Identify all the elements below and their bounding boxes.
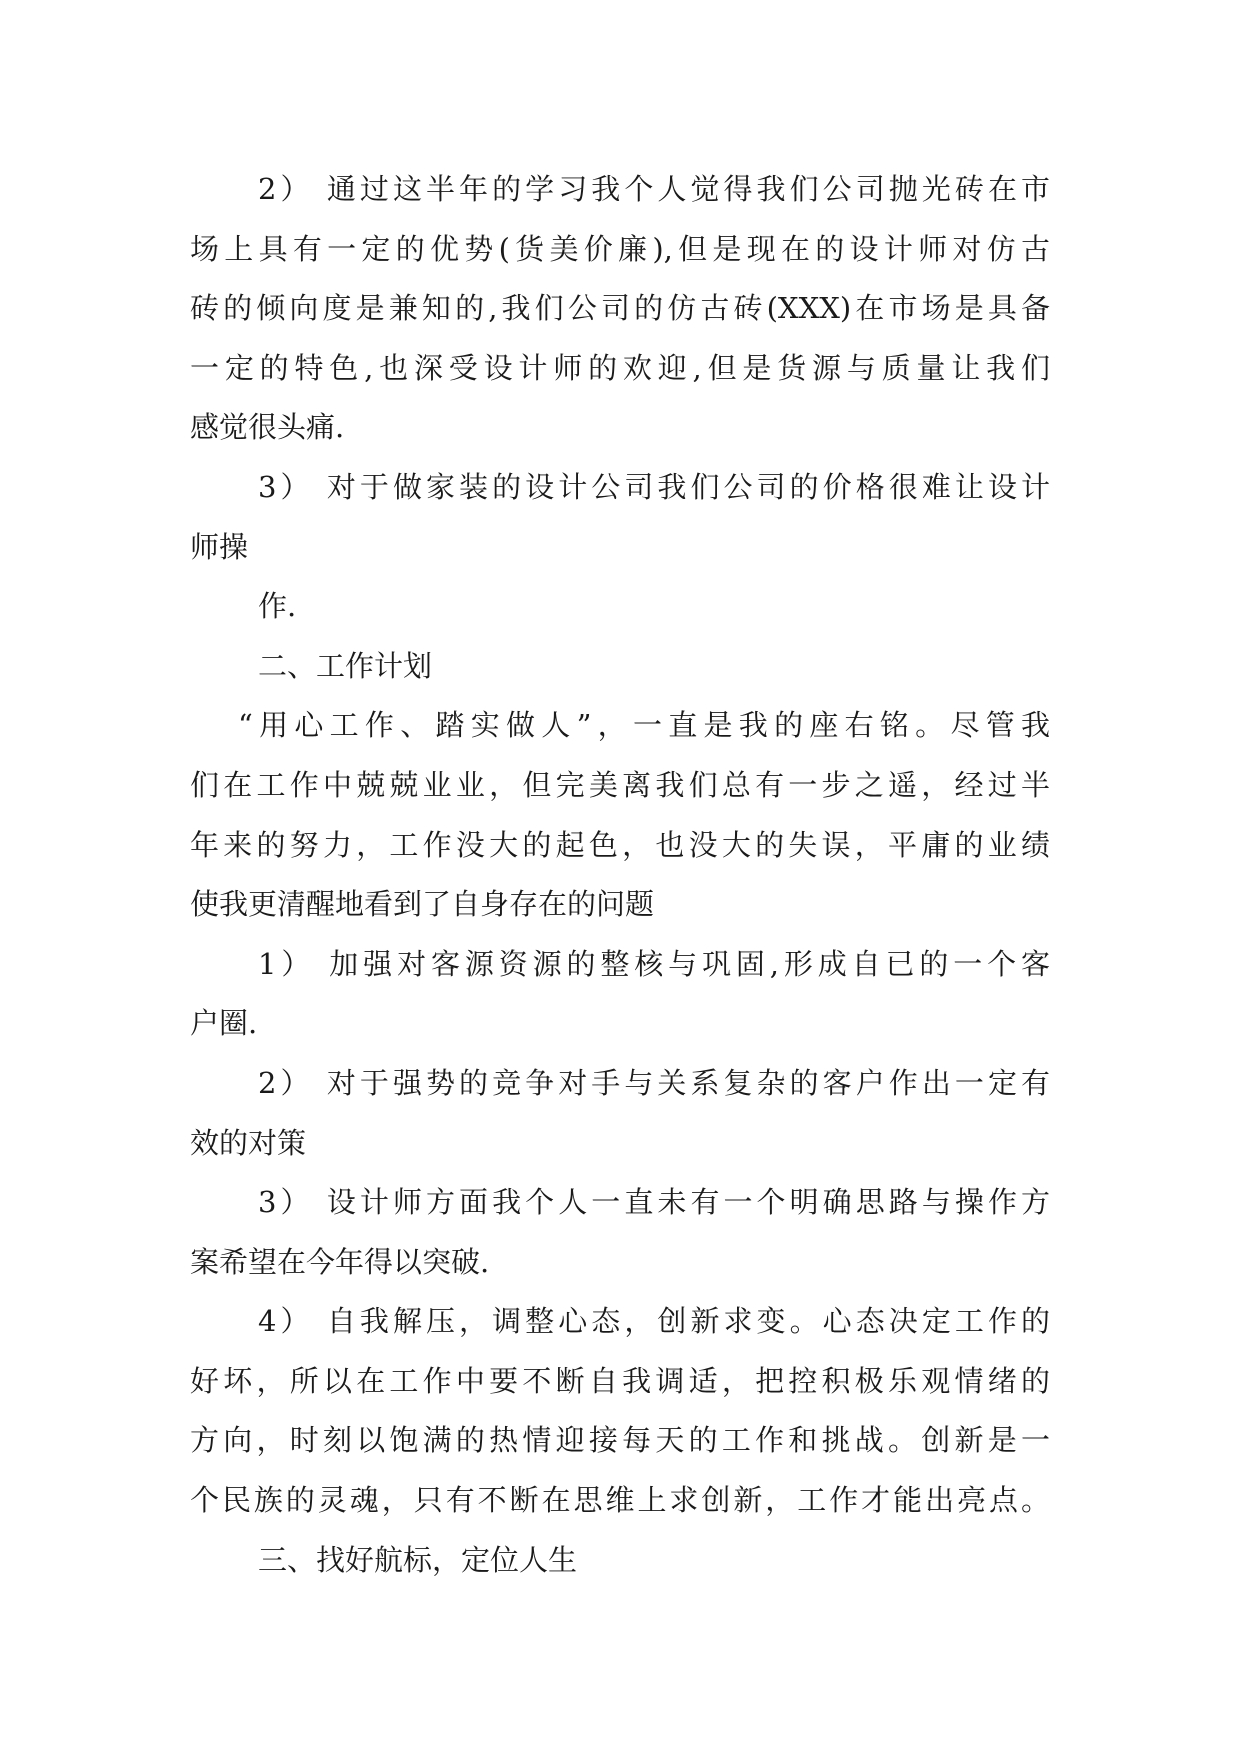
paragraph-line: 作. xyxy=(258,589,297,624)
paragraph-line: 好坏，所以在工作中要不断自我调适，把控积极乐观情绪的 xyxy=(190,1363,1050,1398)
document-body xyxy=(190,160,1050,1590)
paragraph-line: 使我更清醒地看到了自身存在的问题 xyxy=(190,887,655,922)
paragraph-line: 感觉很头痛. xyxy=(190,410,345,445)
paragraph-line: 个民族的灵魂，只有不断在思维上求创新，工作才能出亮点。 xyxy=(190,1483,1050,1518)
paragraph-line: 1） 加强对客源资源的整核与巩固,形成自已的一个客 xyxy=(258,946,1050,981)
paragraph-line: 年来的努力，工作没大的起色，也没大的失误，平庸的业绩 xyxy=(190,827,1050,862)
paragraph-line: 效的对策 xyxy=(190,1125,307,1160)
paragraph-line: 2） 通过这半年的学习我个人觉得我们公司抛光砖在市 xyxy=(258,172,1050,206)
paragraph-line: 砖的倾向度是兼知的,我们公司的仿古砖(XXX)在市场是具备 xyxy=(190,291,1050,326)
section-heading: 二、工作计划 xyxy=(258,648,433,683)
paragraph-line: 案希望在今年得以突破. xyxy=(190,1244,490,1279)
paragraph-line: 方向，时刻以饱满的热情迎接每天的工作和挑战。创新是一 xyxy=(190,1423,1050,1458)
paragraph-line: 2） 对于强势的竞争对手与关系复杂的客户作出一定有 xyxy=(258,1065,1050,1100)
paragraph-line: 户圈. xyxy=(190,1006,258,1041)
section-heading: 三、找好航标，定位人生 xyxy=(258,1542,578,1577)
paragraph-line: 一定的特色,也深受设计师的欢迎,但是货源与质量让我们 xyxy=(190,350,1050,385)
paragraph-line: 师操 xyxy=(190,529,249,564)
paragraph-line: 3） 对于做家装的设计公司我们公司的价格很难让设计 xyxy=(258,469,1050,504)
paragraph-line: 4） 自我解压，调整心态，创新求变。心态决定工作的 xyxy=(258,1304,1050,1339)
paragraph-line: 3） 设计师方面我个人一直未有一个明确思路与操作方 xyxy=(258,1185,1050,1220)
paragraph-line: 场上具有一定的优势(货美价廉),但是现在的设计师对仿古 xyxy=(190,231,1050,266)
paragraph-line: “用心工作、踏实做人”，一直是我的座右铭。尽管我 xyxy=(238,708,1050,743)
paragraph-line: 们在工作中兢兢业业，但完美离我们总有一步之遥，经过半 xyxy=(190,767,1050,802)
